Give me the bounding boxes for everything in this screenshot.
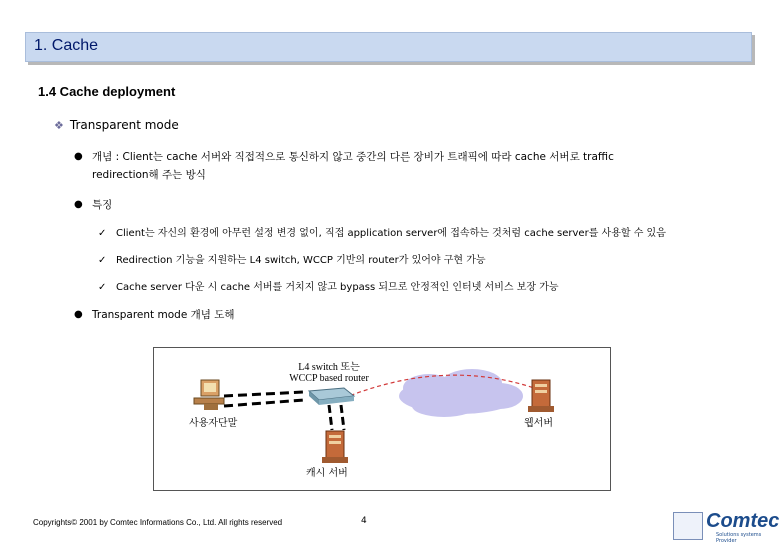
diamond-bullet-icon: ❖: [54, 119, 64, 132]
feature-item-text: Redirection 기능을 지원하는 L4 switch, WCCP 기반의 router가 있어야 구현 가능: [116, 255, 486, 266]
feature-item: [98, 253, 486, 269]
transparent-mode-diagram: [153, 347, 611, 491]
company-logo: Comtec: [706, 510, 780, 532]
check-icon: ✓: [98, 255, 107, 266]
switch-cache-path-return: [341, 405, 344, 430]
bullet-dot-icon: ●: [74, 151, 83, 162]
feature-item-text: Client는 자신의 환경에 아무런 설정 변경 없이, 직접 application server에 접속하는 것처럼 cache server를 사용할 수 있음: [116, 228, 666, 239]
switch-label: [269, 358, 389, 384]
concept-text: 개념 : Client는 cache 서버와 직접적으로 통신하지 않고 중간의 다른 장비가 트래픽에 따라 cache 서버로 traffic: [92, 151, 614, 163]
bullet-features: [74, 196, 113, 214]
client-terminal-icon: [194, 380, 224, 410]
client-switch-path: [224, 392, 304, 396]
feature-item: [98, 280, 559, 296]
page-number: 4: [361, 516, 367, 526]
feature-item-text: Cache server 다운 시 cache 서버를 거치지 않고 bypass 되므로 안정적인 인터넷 서비스 보장 가능: [116, 282, 559, 293]
switch-label-line1: L4 switch 또는: [298, 362, 360, 373]
page-title: 1. Cache: [34, 37, 99, 54]
switch-cache-path: [329, 405, 332, 430]
feature-item: [98, 226, 666, 242]
check-icon: ✓: [98, 282, 107, 293]
internet-cloud-icon: [399, 369, 523, 417]
client-label: 사용자단말: [189, 418, 238, 429]
check-icon: ✓: [98, 228, 107, 239]
copyright-text: Copyrights© 2001 by Comtec Informations Co., Ltd. All rights reserved: [33, 518, 283, 527]
concept-text-cont: redirection해 주는 방식: [92, 169, 206, 181]
company-logo-subtitle: Solutions systems Provider: [716, 532, 762, 544]
bullet-diagram-caption: [74, 306, 235, 324]
web-server-icon: [528, 380, 554, 412]
topic-label: Transparent mode: [69, 118, 179, 132]
switch-icon: [309, 388, 354, 405]
bullet-dot-icon: ●: [74, 309, 83, 320]
topic-heading: [54, 118, 179, 132]
section-title: 1.4 Cache deployment: [38, 84, 176, 99]
certification-logo-icon: [673, 512, 703, 540]
cache-server-label: 캐시 서버: [306, 468, 348, 479]
switch-label-line2: WCCP based router: [289, 373, 369, 384]
cache-server-icon: [322, 431, 348, 463]
title-bar: [25, 32, 752, 62]
client-switch-path-return: [224, 400, 304, 406]
web-server-label: 웹서버: [524, 418, 553, 429]
features-text: 특징: [92, 199, 113, 211]
diagram-caption-text: Transparent mode 개념 도해: [92, 309, 235, 321]
bullet-dot-icon: ●: [74, 199, 83, 210]
bullet-concept: [74, 148, 614, 184]
